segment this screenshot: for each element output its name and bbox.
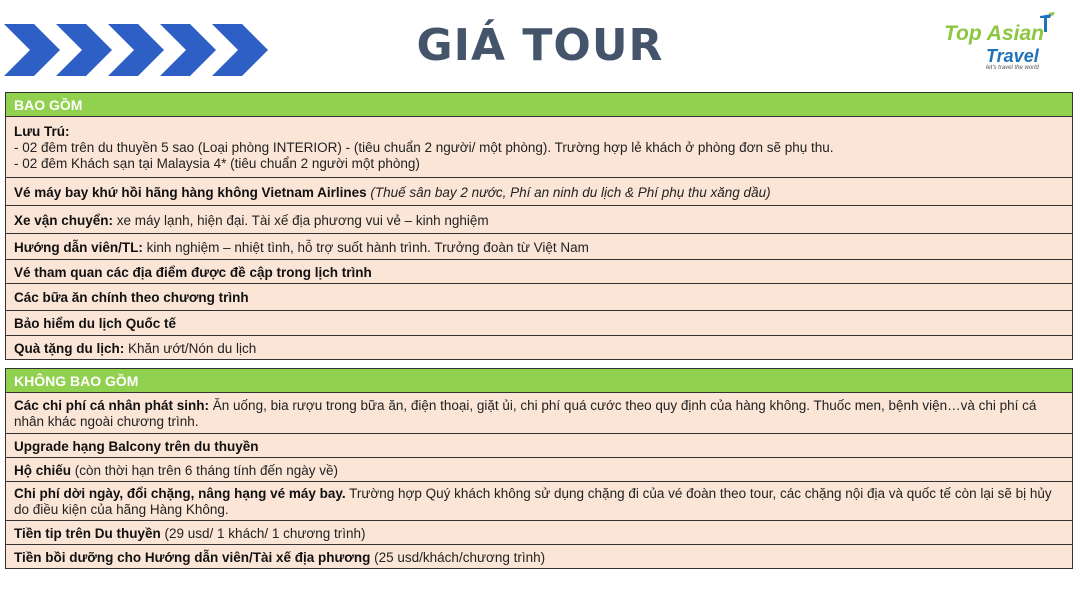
included-item-tickets <box>5 260 1073 284</box>
item-label: Hướng dẫn viên/TL: <box>14 239 143 255</box>
item-label: Bảo hiểm du lịch Quốc tế <box>14 316 177 331</box>
brand-logo <box>940 12 1062 76</box>
excluded-item-guide-tip <box>5 545 1073 569</box>
item-label: Các chi phí cá nhân phát sinh: <box>14 398 210 413</box>
included-item-guide <box>5 234 1073 260</box>
included-item-transport <box>5 206 1073 234</box>
excluded-item-personal <box>5 393 1073 434</box>
item-text: Khăn ướt/Nón du lịch <box>124 340 257 356</box>
logo-line2: Travel <box>986 46 1039 66</box>
included-item-meals <box>5 284 1073 311</box>
item-note: (Thuế sân bay 2 nước, Phí an ninh du lịch & Phí phụ thu xăng dầu) <box>366 184 771 200</box>
included-heading: BAO GỒM <box>5 92 1073 117</box>
item-line: - 02 đêm Khách sạn tại Malaysia 4* (tiêu chuẩn 2 người một phòng) <box>14 156 420 171</box>
logo-line1: Top Asian <box>944 22 1044 45</box>
excluded-item-passport <box>5 458 1073 482</box>
item-label: Xe vận chuyển: <box>14 212 114 228</box>
item-text: (29 usd/ 1 khách/ 1 chương trình) <box>160 525 366 541</box>
excluded-heading: KHÔNG BAO GỒM <box>5 368 1073 393</box>
item-text: Trường hợp Quý khách không sử dụng chặng đi của vé đoàn theo tour, các chặng nội địa và quốc tế còn lại sẽ bị hủy do điều kiện của hãng Hàng Không. <box>14 486 1052 517</box>
logo-tagline: let's travel the world <box>986 65 1039 71</box>
item-line: - 02 đêm trên du thuyền 5 sao (Loại phòng INTERIOR) - (tiêu chuẩn 2 người/ một phòng). Trường hợp lẻ khách ở phòng đơn sẽ phụ thu. <box>14 140 834 155</box>
item-text: kinh nghiệm – nhiệt tình, hỗ trợ suốt hành trình. Trưởng đoàn từ Việt Nam <box>142 239 589 255</box>
item-text: (25 usd/khách/chương trình) <box>370 549 546 565</box>
included-section <box>5 92 1073 360</box>
excluded-item-flight-change <box>5 482 1073 521</box>
item-label: Lưu Trú: <box>14 124 70 139</box>
item-label: Vé tham quan các địa điểm được đề cập trong lịch trình <box>14 264 372 280</box>
item-label: Tiền bồi dưỡng cho Hướng dẫn viên/Tài xế địa phương <box>14 549 371 565</box>
included-item-airfare <box>5 178 1073 206</box>
item-label: Vé máy bay khứ hồi hãng hàng không Vietnam Airlines <box>14 184 367 200</box>
header <box>0 0 1080 90</box>
item-label: Tiền tip trên Du thuyền <box>14 525 161 541</box>
item-label: Chi phí dời ngày, đổi chặng, nâng hạng vé máy bay. <box>14 486 346 501</box>
included-item-accommodation <box>5 117 1073 178</box>
included-item-gift <box>5 336 1073 360</box>
item-text: xe máy lạnh, hiện đại. Tài xế địa phương vui vẻ – kinh nghiệm <box>113 212 489 228</box>
item-label: Upgrade hạng Balcony trên du thuyền <box>14 438 259 454</box>
excluded-item-balcony <box>5 434 1073 458</box>
item-text: Ăn uống, bia rượu trong bữa ăn, điện thoại, giặt ủi, chi phí quá cước theo quy định của hàng không. Thuốc men, bệnh viện…và chi phí cá nhân khác ngoài chương trình. <box>14 398 1037 429</box>
excluded-item-cruise-tip <box>5 521 1073 545</box>
page-title: GIÁ TOUR <box>416 20 664 71</box>
excluded-section <box>5 368 1073 569</box>
item-text: (còn thời hạn trên 6 tháng tính đến ngày về) <box>71 462 339 478</box>
item-label: Quà tặng du lịch: <box>14 340 125 356</box>
included-item-insurance <box>5 311 1073 336</box>
item-label: Hộ chiếu <box>14 462 72 478</box>
plane-tail-icon <box>1038 12 1056 34</box>
item-label: Các bữa ăn chính theo chương trình <box>14 290 249 305</box>
